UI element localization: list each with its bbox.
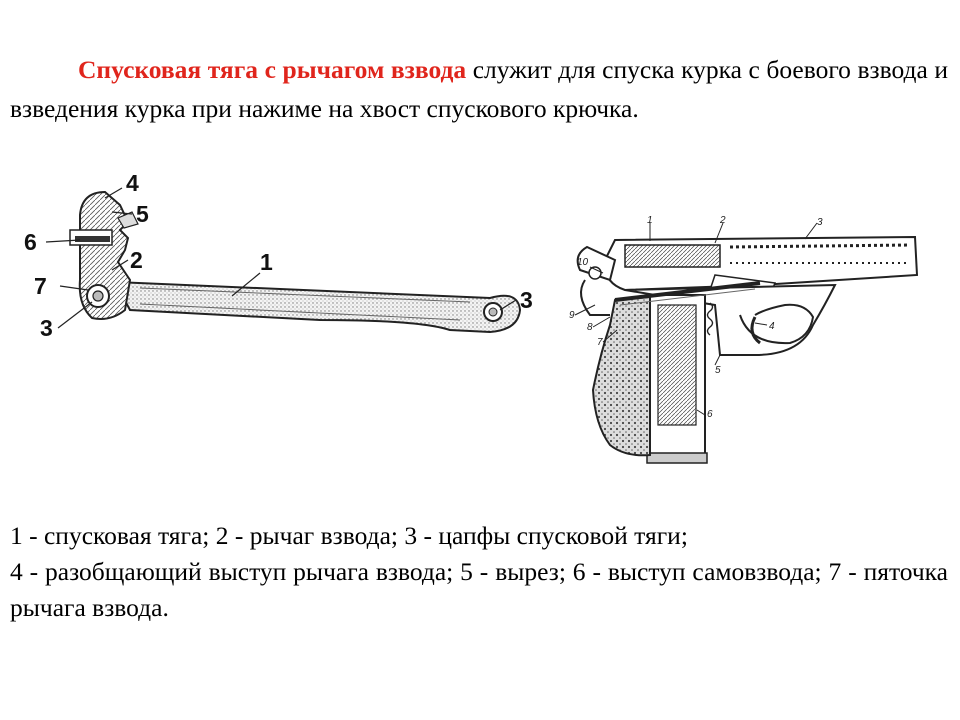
- pistol-cutaway-diagram: [555, 205, 945, 480]
- label-1: 1: [260, 249, 273, 275]
- pistol-drawing: [575, 223, 917, 463]
- label-4: 4: [126, 170, 139, 196]
- label-7: 7: [34, 273, 47, 299]
- intro-term: Спусковая тяга с рычагом взвода: [78, 55, 467, 84]
- trigger-bar-diagram: [20, 170, 550, 350]
- intro-paragraph: [10, 50, 948, 128]
- small-label-2: 2: [720, 215, 726, 226]
- small-label-1: 1: [647, 215, 653, 226]
- small-label-4: 4: [769, 321, 775, 332]
- label-6: 6: [24, 229, 37, 255]
- small-label-8: 8: [587, 322, 593, 333]
- intro-text: служит для спуска курка с боевого взвода и взведения курка при нажиме на хвост спускового крючка.: [10, 55, 948, 123]
- legend-line-2: 4 - разобщающий выступ рычага взвода; 5 - вырез; 6 - выступ самовзвода; 7 - пяточка рычага взвода.: [10, 557, 948, 622]
- small-label-10: 10: [577, 257, 589, 268]
- legend-line-1: 1 - спусковая тяга; 2 - рычаг взвода; 3 - цапфы спусковой тяги;: [10, 521, 688, 550]
- small-label-3: 3: [817, 217, 823, 228]
- small-label-9: 9: [569, 310, 575, 321]
- label-2: 2: [130, 247, 143, 273]
- small-label-5: 5: [715, 365, 721, 376]
- small-label-7: 7: [597, 337, 603, 348]
- trigger-bar-drawing: [46, 188, 520, 332]
- label-3-right: 3: [520, 287, 533, 313]
- legend-caption: [10, 518, 948, 626]
- small-label-6: 6: [707, 409, 713, 420]
- label-5: 5: [136, 201, 149, 227]
- label-3-left: 3: [40, 315, 53, 341]
